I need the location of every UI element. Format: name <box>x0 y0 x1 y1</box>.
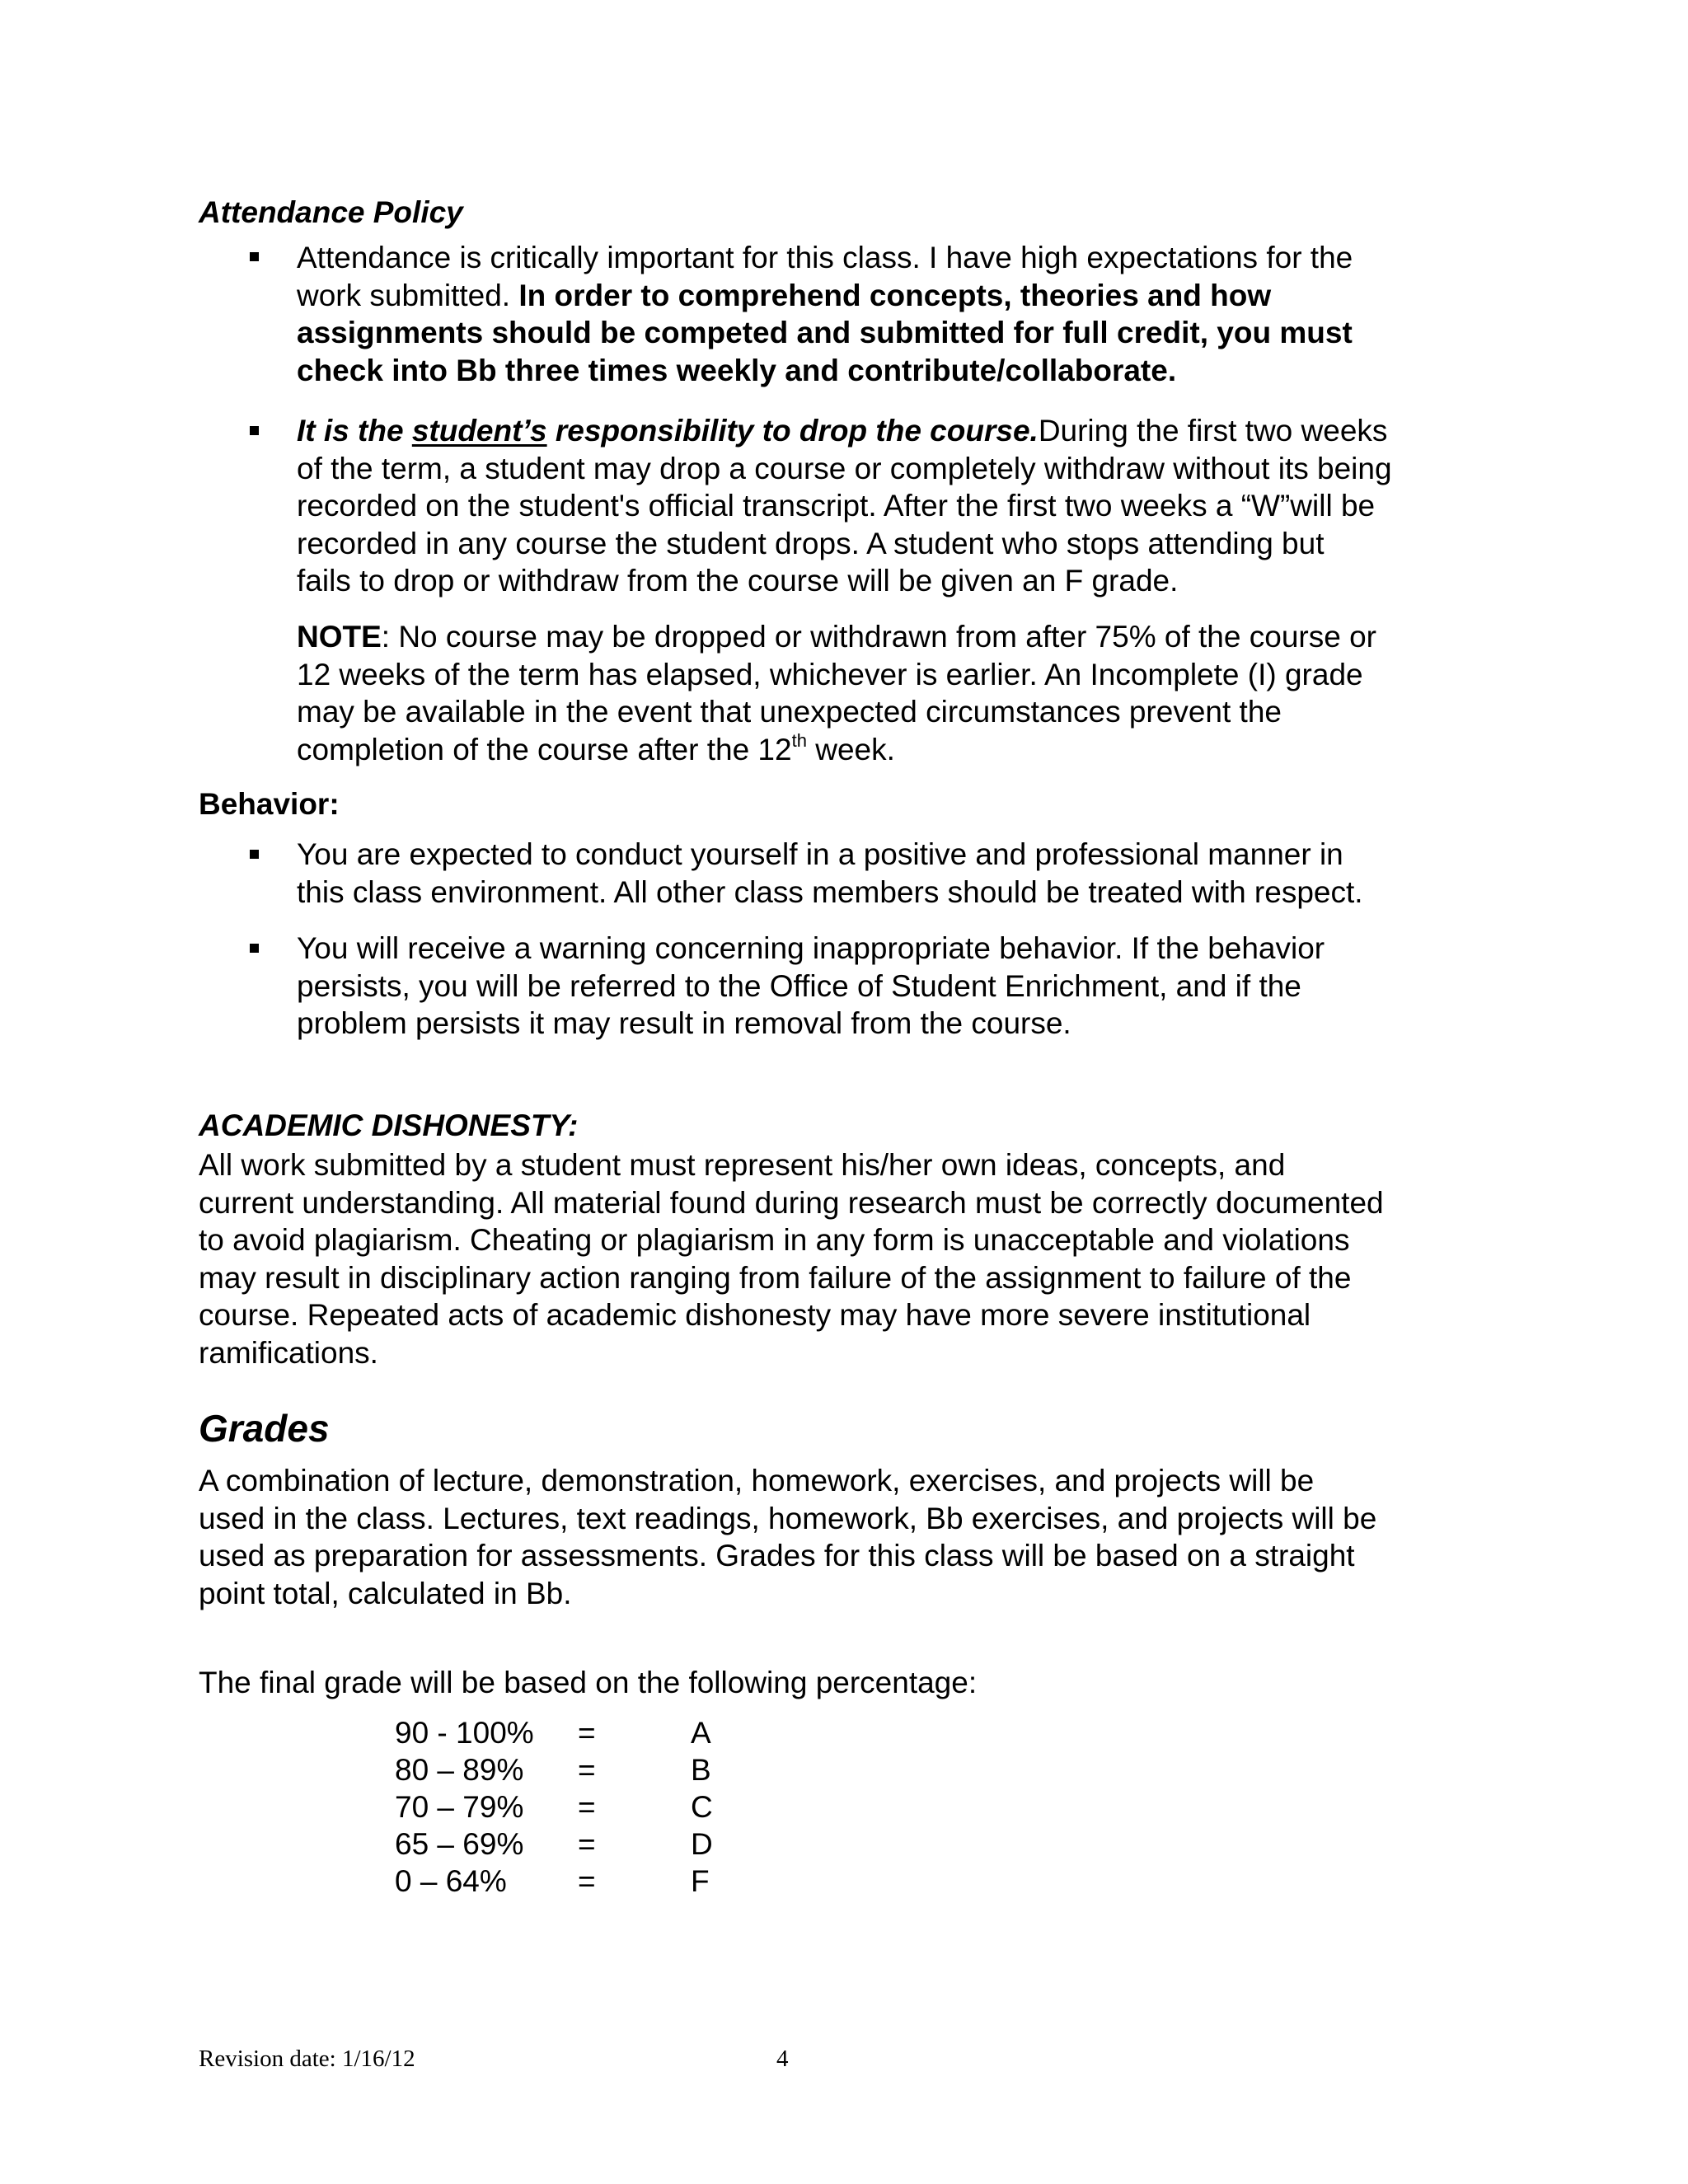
text-line: You will receive a warning concerning inappropriate behavior. If the behavior <box>297 931 1325 965</box>
text-line: problem persists it may result in removal from the course. <box>297 1006 1071 1040</box>
text-line: recorded in any course the student drops. A student who stops attending but <box>297 526 1325 560</box>
grade-letter: F <box>691 1864 710 1898</box>
grade-range: 70 – 79% <box>395 1790 524 1824</box>
dishonesty-paragraph <box>199 1146 1517 1371</box>
superscript: th <box>791 729 807 751</box>
grade-equals: = <box>578 1827 596 1861</box>
text-line: NOTE: No course may be dropped or withdrawn from after 75% of the course or <box>297 620 1376 654</box>
grade-range: 80 – 89% <box>395 1753 524 1787</box>
grade-letter: B <box>691 1753 711 1787</box>
text-line: may result in disciplinary action ranging from failure of the assignment to failure of the <box>199 1260 1352 1295</box>
grade-range: 0 – 64% <box>395 1864 507 1898</box>
text-line: to avoid plagiarism. Cheating or plagiarism in any form is unacceptable and violations <box>199 1223 1350 1257</box>
text-line: fails to drop or withdraw from the course will be given an F grade. <box>297 564 1179 598</box>
grade-equals: = <box>578 1716 596 1750</box>
grade-letter: C <box>691 1790 713 1824</box>
attendance-bullet-2 <box>297 412 1500 600</box>
text-line: 12 weeks of the term has elapsed, whichever is earlier. An Incomplete (I) grade <box>297 657 1363 691</box>
attendance-bullet-1 <box>297 239 1500 389</box>
text-line: point total, calculated in Bb. <box>199 1576 572 1610</box>
underlined-text: student’s <box>411 414 547 448</box>
text-line: used as preparation for assessments. Grades for this class will be based on a straight <box>199 1539 1355 1572</box>
text-line: current understanding. All material found during research must be correctly documented <box>199 1185 1384 1220</box>
behavior-bullet-2 <box>297 930 1500 1043</box>
bold-text-line: check into Bb three times weekly and contribute/collaborate. <box>297 353 1177 387</box>
text-line: recorded on the student's official transcript. After the first two weeks a “W”will be <box>297 489 1376 523</box>
behavior-bullet-1 <box>297 836 1500 911</box>
bold-text: In order to comprehend concepts, theories and how <box>518 278 1272 312</box>
grade-equals: = <box>578 1753 596 1787</box>
grade-letter: D <box>691 1827 713 1861</box>
attendance-note <box>297 618 1500 768</box>
grade-equals: = <box>578 1864 596 1898</box>
text-line: Attendance is critically important for this class. I have high expectations for the <box>297 241 1353 274</box>
grade-equals: = <box>578 1790 596 1824</box>
bullet-icon <box>250 850 259 859</box>
text-line: ramifications. <box>199 1335 378 1370</box>
grades-paragraph <box>199 1462 1517 1612</box>
bold-text-line: assignments should be competed and submitted for full credit, you must <box>297 316 1353 349</box>
text-line: used in the class. Lectures, text readings, homework, Bb exercises, and projects will be <box>199 1501 1377 1535</box>
text-line: this class environment. All other class members should be treated with respect. <box>297 874 1363 909</box>
dishonesty-heading: ACADEMIC DISHONESTY: <box>199 1108 579 1142</box>
grades-heading: Grades <box>199 1407 330 1450</box>
note-label: NOTE <box>297 620 382 654</box>
attendance-heading: Attendance Policy <box>199 195 463 229</box>
grade-letter: A <box>691 1716 711 1750</box>
text-line: may be available in the event that unexpected circumstances prevent the <box>297 695 1282 729</box>
page-number: 4 <box>776 2046 789 2072</box>
bullet-icon <box>250 944 259 953</box>
grade-scale-intro: The final grade will be based on the following percentage: <box>199 1666 978 1699</box>
bullet-icon <box>250 426 259 435</box>
text-line: course. Repeated acts of academic dishonesty may have more severe institutional <box>199 1298 1311 1332</box>
revision-date: Revision date: 1/16/12 <box>199 2046 415 2072</box>
grade-range: 65 – 69% <box>395 1827 524 1861</box>
bullet-icon <box>250 252 259 261</box>
text-line: work submitted. In order to comprehend concepts, theories and how <box>297 278 1272 312</box>
text-line: A combination of lecture, demonstration, homework, exercises, and projects will be <box>199 1464 1315 1497</box>
text-line: It is the student’s responsibility to drop the course.During the first two weeks <box>297 414 1388 448</box>
text-line: You are expected to conduct yourself in a positive and professional manner in <box>297 837 1343 871</box>
behavior-heading: Behavior: <box>199 787 340 821</box>
grade-range: 90 - 100% <box>395 1716 534 1750</box>
text-line: persists, you will be referred to the Office of Student Enrichment, and if the <box>297 968 1301 1003</box>
text-line: completion of the course after the 12th week. <box>297 729 895 766</box>
text-line: of the term, a student may drop a course or completely withdraw without its being <box>297 451 1392 485</box>
text-line: All work submitted by a student must represent his/her own ideas, concepts, and <box>199 1148 1286 1182</box>
